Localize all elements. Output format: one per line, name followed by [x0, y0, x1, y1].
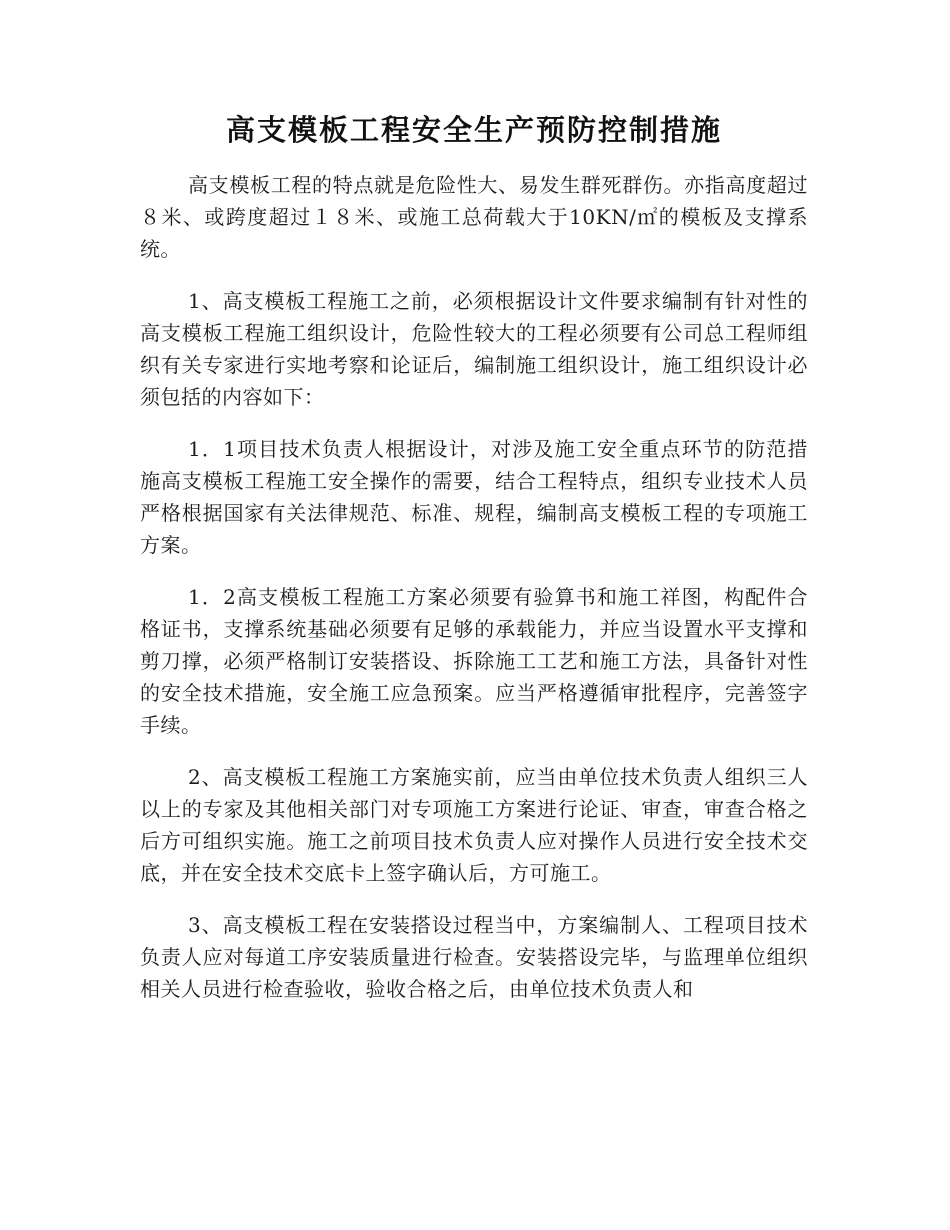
paragraph-1: 1、高支模板工程施工之前，必须根据设计文件要求编制有针对性的高支模板工程施工组织设计，危险性较大的工程必须要有公司总工程师组织有关专家进行实地考察和论证后，编制施工组织设计，施工组织设计必须包括的内容如下：: [140, 289, 808, 409]
paragraph-1-1: 1．1项目技术负责人根据设计，对涉及施工安全重点环节的防范措施高支模板工程施工安全操作的需要，结合工程特点，组织专业技术人员严格根据国家有关法律规范、标准、规程，编制高支模板工程的专项施工方案。: [140, 437, 808, 557]
paragraph-intro: 高支模板工程的特点就是危险性大、易发生群死群伤。亦指高度超过８米、或跨度超过１８米、或施工总荷载大于10KN/㎡的模板及支撑系统。: [140, 173, 808, 261]
paragraph-3: 3、高支模板工程在安装搭设过程当中，方案编制人、工程项目技术负责人应对每道工序安装质量进行检查。安装搭设完毕，与监理单位组织相关人员进行检查验收，验收合格之后，由单位技术负责人和: [140, 913, 808, 1001]
document-title: 高支模板工程安全生产预防控制措施: [225, 113, 722, 147]
paragraph-1-2: 1．2高支模板工程施工方案必须要有验算书和施工祥图，构配件合格证书，支撑系统基础必须要有足够的承载能力，并应当设置水平支撑和剪刀撑，必须严格制订安装搭设、拆除施工工艺和施工方法，具备针对性的安全技术措施，安全施工应急预案。应当严格遵循审批程序，完善签字手续。: [140, 585, 808, 737]
paragraph-2: 2、高支模板工程施工方案施实前，应当由单位技术负责人组织三人以上的专家及其他相关部门对专项施工方案进行论证、审查，审查合格之后方可组织实施。施工之前项目技术负责人应对操作人员进行安全技术交底，并在安全技术交底卡上签字确认后，方可施工。: [140, 765, 808, 885]
document-page: [140, 110, 808, 1025]
